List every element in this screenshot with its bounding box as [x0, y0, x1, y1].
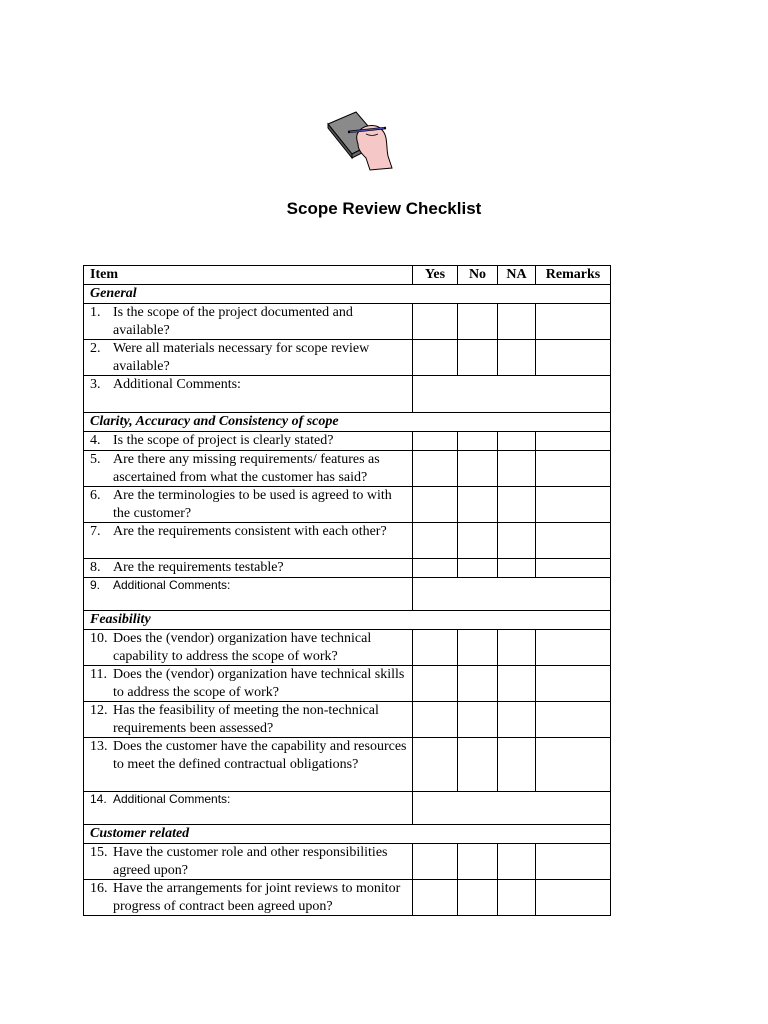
- item-number: 5.: [90, 452, 101, 467]
- remarks-cell[interactable]: [536, 432, 611, 451]
- table-row: [84, 432, 611, 451]
- item-text: Does the (vendor) organization have technical skills to address the scope of work?: [113, 667, 405, 700]
- na-cell[interactable]: [498, 487, 536, 523]
- remarks-cell[interactable]: [536, 304, 611, 340]
- remarks-cell[interactable]: [536, 559, 611, 578]
- item-text: Does the customer have the capability and resources to meet the defined contractual obligations?: [113, 739, 407, 772]
- table-row: [84, 738, 611, 792]
- no-cell[interactable]: [458, 630, 498, 666]
- item-text: Additional Comments:: [113, 792, 231, 806]
- item-text: Are there any missing requirements/ features as ascertained from what the customer has said?: [113, 452, 380, 485]
- table-row: [84, 792, 611, 825]
- na-cell[interactable]: [498, 630, 536, 666]
- table-row: [84, 630, 611, 666]
- yes-cell[interactable]: [413, 559, 458, 578]
- no-cell[interactable]: [458, 844, 498, 880]
- table-row: [84, 451, 611, 487]
- item-number: 4.: [90, 433, 101, 448]
- remarks-cell[interactable]: [536, 738, 611, 792]
- item-number: 3.: [90, 377, 101, 392]
- table-row: [84, 304, 611, 340]
- na-cell[interactable]: [498, 340, 536, 376]
- checklist-table: [83, 265, 611, 916]
- section-feasibility: Feasibility: [84, 611, 611, 630]
- comments-cell[interactable]: [413, 792, 611, 825]
- item-text: Have the customer role and other responsibilities agreed upon?: [113, 845, 388, 878]
- table-row: [84, 844, 611, 880]
- item-text: Have the arrangements for joint reviews to monitor progress of contract been agreed upon?: [113, 881, 401, 914]
- na-cell[interactable]: [498, 451, 536, 487]
- item-number: 9.: [90, 578, 101, 592]
- remarks-cell[interactable]: [536, 702, 611, 738]
- hand-writing-on-notepad-icon: [322, 110, 394, 172]
- item-number: 2.: [90, 341, 101, 356]
- na-cell[interactable]: [498, 523, 536, 559]
- item-text: Are the terminologies to be used is agreed to with the customer?: [113, 488, 392, 521]
- item-text: Were all materials necessary for scope review available?: [113, 341, 370, 374]
- no-cell[interactable]: [458, 523, 498, 559]
- yes-cell[interactable]: [413, 880, 458, 916]
- col-header-remarks: Remarks: [536, 266, 611, 285]
- table-row: [84, 376, 611, 413]
- yes-cell[interactable]: [413, 844, 458, 880]
- remarks-cell[interactable]: [536, 523, 611, 559]
- no-cell[interactable]: [458, 738, 498, 792]
- item-number: 13.: [90, 739, 108, 754]
- item-number: 8.: [90, 560, 101, 575]
- item-number: 7.: [90, 524, 101, 539]
- na-cell[interactable]: [498, 304, 536, 340]
- item-text: Additional Comments:: [113, 578, 231, 592]
- item-text: Additional Comments:: [113, 377, 241, 392]
- remarks-cell[interactable]: [536, 630, 611, 666]
- na-cell[interactable]: [498, 738, 536, 792]
- no-cell[interactable]: [458, 304, 498, 340]
- table-row: [84, 340, 611, 376]
- na-cell[interactable]: [498, 559, 536, 578]
- no-cell[interactable]: [458, 559, 498, 578]
- na-cell[interactable]: [498, 666, 536, 702]
- na-cell[interactable]: [498, 844, 536, 880]
- no-cell[interactable]: [458, 487, 498, 523]
- no-cell[interactable]: [458, 702, 498, 738]
- table-row: [84, 880, 611, 916]
- item-number: 16.: [90, 881, 108, 896]
- item-number: 12.: [90, 703, 108, 718]
- item-text: Are the requirements consistent with each other?: [113, 524, 387, 539]
- yes-cell[interactable]: [413, 304, 458, 340]
- yes-cell[interactable]: [413, 340, 458, 376]
- item-text: Has the feasibility of meeting the non-technical requirements been assessed?: [113, 703, 379, 736]
- header-row: [84, 266, 611, 285]
- item-text: Does the (vendor) organization have technical capability to address the scope of work?: [113, 631, 372, 664]
- yes-cell[interactable]: [413, 432, 458, 451]
- item-number: 14.: [90, 792, 107, 806]
- no-cell[interactable]: [458, 432, 498, 451]
- table-row: [84, 578, 611, 611]
- no-cell[interactable]: [458, 880, 498, 916]
- col-header-na: NA: [498, 266, 536, 285]
- col-header-no: No: [458, 266, 498, 285]
- item-number: 1.: [90, 305, 101, 320]
- na-cell[interactable]: [498, 432, 536, 451]
- table-row: [84, 487, 611, 523]
- yes-cell[interactable]: [413, 738, 458, 792]
- no-cell[interactable]: [458, 340, 498, 376]
- item-text: Is the scope of the project documented and available?: [113, 305, 353, 338]
- remarks-cell[interactable]: [536, 340, 611, 376]
- page-title: Scope Review Checklist: [286, 199, 482, 218]
- remarks-cell[interactable]: [536, 487, 611, 523]
- yes-cell[interactable]: [413, 523, 458, 559]
- yes-cell[interactable]: [413, 487, 458, 523]
- yes-cell[interactable]: [413, 666, 458, 702]
- remarks-cell[interactable]: [536, 666, 611, 702]
- section-customer-related: Customer related: [84, 825, 611, 844]
- item-number: 10.: [90, 631, 108, 646]
- yes-cell[interactable]: [413, 630, 458, 666]
- na-cell[interactable]: [498, 880, 536, 916]
- table-row: [84, 666, 611, 702]
- na-cell[interactable]: [498, 702, 536, 738]
- item-text: Are the requirements testable?: [113, 560, 284, 575]
- item-number: 11.: [90, 667, 107, 682]
- no-cell[interactable]: [458, 666, 498, 702]
- comments-cell[interactable]: [413, 578, 611, 611]
- section-general: General: [84, 285, 611, 304]
- section-clarity: Clarity, Accuracy and Consistency of scope: [84, 413, 611, 432]
- table-row: [84, 523, 611, 559]
- col-header-item: Item: [84, 266, 413, 285]
- no-cell[interactable]: [458, 451, 498, 487]
- table-row: [84, 702, 611, 738]
- comments-cell[interactable]: [413, 376, 611, 413]
- remarks-cell[interactable]: [536, 880, 611, 916]
- item-number: 15.: [90, 845, 108, 860]
- yes-cell[interactable]: [413, 702, 458, 738]
- remarks-cell[interactable]: [536, 844, 611, 880]
- yes-cell[interactable]: [413, 451, 458, 487]
- table-row: [84, 559, 611, 578]
- item-number: 6.: [90, 488, 101, 503]
- item-text: Is the scope of project is clearly stated?: [113, 433, 334, 448]
- remarks-cell[interactable]: [536, 451, 611, 487]
- col-header-yes: Yes: [413, 266, 458, 285]
